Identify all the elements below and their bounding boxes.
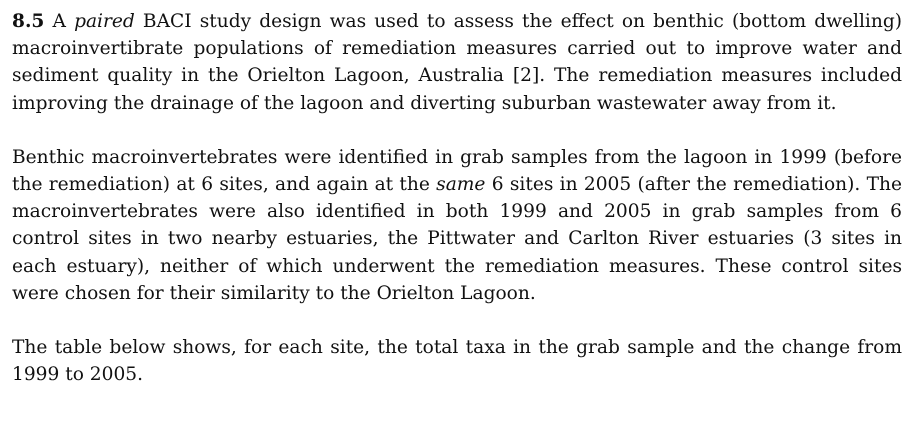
problem-number: 8.5 — [12, 11, 45, 32]
intro-text-end: BACI study design was used to assess the effect on benthic (bottom dwelling) macroinvertibrate populations of remediation measures carried out to improve water and sediment quality in the Orielton Lagoon, Australia [2]. The remediation measures included improving the drainage of the lagoon and diverting suburban wastewater away from it. — [12, 11, 902, 114]
sites-text-start: Benthic macroinvertebrates were identified in grab samples from the lagoon in 1999 (before the remediation) at 6 sites, and again at the — [12, 146, 902, 196]
sites-italic-same: same — [436, 174, 486, 196]
intro-text-start: A — [52, 11, 75, 32]
sites-text-end: 6 sites in 2005 (after the remediation). The macroinvertebrates were also identified in both 1999 and 2005 in grab samples from 6 control sites in two nearby estuaries, the Pittwater and Carlton River estuaries (3 sites in each estuary), neither of which underwent the remediation measures. These control sites were chosen for their similarity to the Orielton Lagoon. — [12, 174, 902, 304]
problem-text — [12, 8, 902, 388]
paragraph-intro — [12, 8, 902, 117]
paragraph-sites — [12, 144, 902, 307]
paragraph-table-intro: The table below shows, for each site, the total taxa in the grab sample and the change from 1999 to 2005. — [12, 337, 902, 386]
intro-italic-paired: paired — [74, 11, 135, 32]
